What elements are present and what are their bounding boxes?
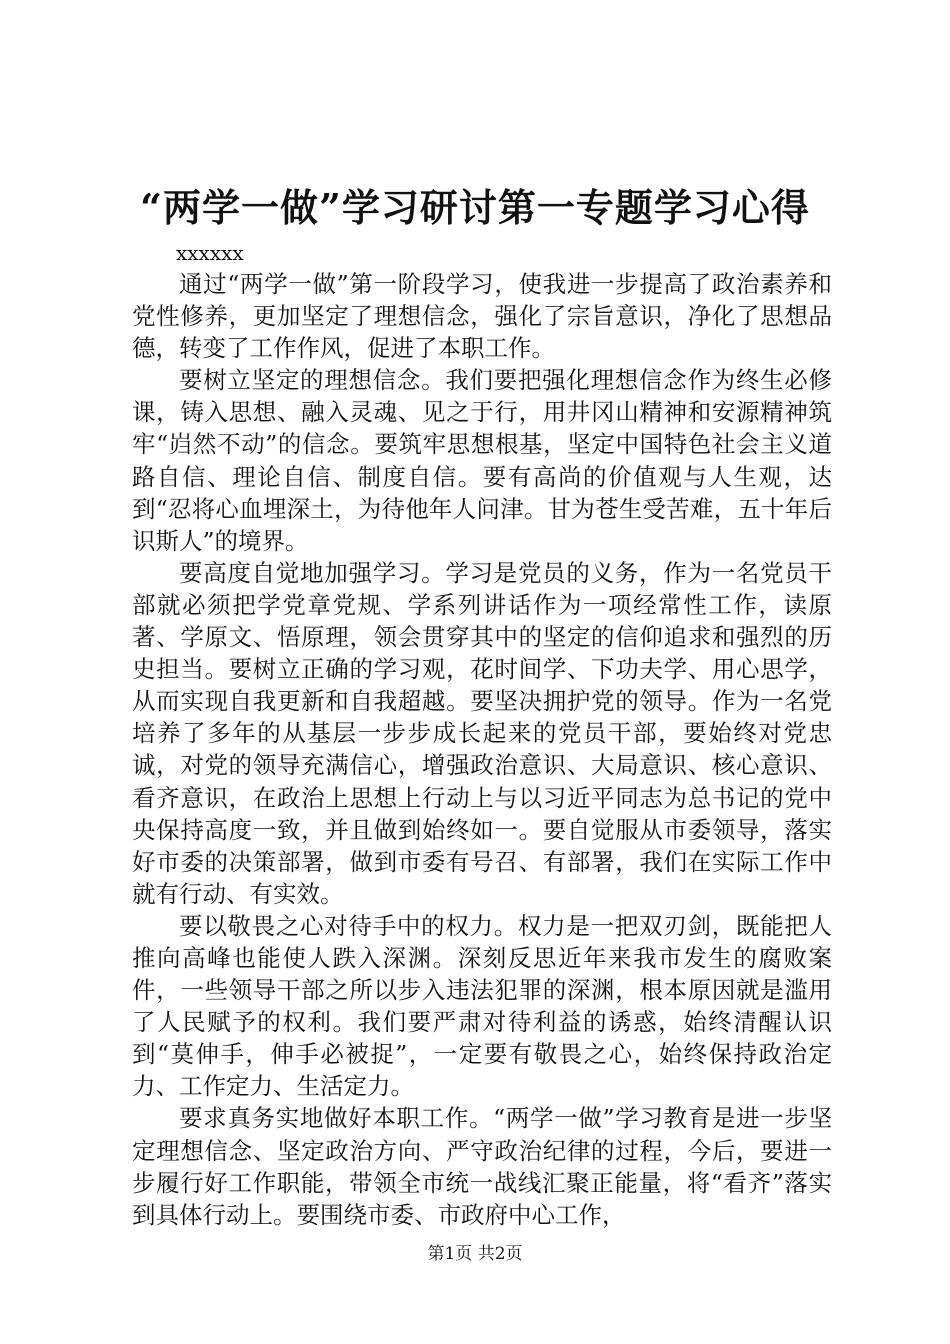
- paragraph-study: 要高度自觉地加强学习。学习是党员的义务，作为一名党员干部就必须把学党章党规、学系列讲话作为一项经常性工作，读原著、学原文、悟原理，领会贯穿其中的坚定的信仰追求和强烈的历史担当。要树立正确的学习观，花时间学、下功夫学、用心思学，从而实现自我更新和自我超越。要坚决拥护党的领导。作为一名党培养了多年的从基层一步步成长起来的党员干部，要始终对党忠诚，对党的领导充满信心，增强政治意识、大局意识、核心意识、看齐意识，在政治上思想上行动上与以习近平同志为总书记的党中央保持高度一致，并且做到始终如一。要自觉服从市委领导，落实好市委的决策部署，做到市委有号召、有部署，我们在实际工作中就有行动、有实效。: [132, 558, 832, 908]
- paragraph-ideals: 要树立坚定的理想信念。我们要把强化理想信念作为终生必修课，铸入思想、融入灵魂、见之于行，用井冈山精神和安源精神筑牢“岿然不动”的信念。要筑牢思想根基，坚定中国特色社会主义道路自信、理论自信、制度自信。要有高尚的价值观与人生观，达到“忍将心血埋深土，为待他年人问津。甘为苍生受苦难，五十年后识斯人”的境界。: [132, 366, 832, 555]
- paragraph-work: 要求真务实地做好本职工作。“两学一做”学习教育是进一步坚定理想信念、坚定政治方向、严守政治纪律的过程，今后，要进一步履行好工作职能，带领全市统一战线汇聚正能量，将“看齐”落实到具体行动上。要围绕市委、市政府中心工作，: [132, 1104, 832, 1229]
- author-name: xxxxxx: [176, 241, 244, 265]
- paragraph-power: 要以敬畏之心对待手中的权力。权力是一把双刃剑，既能把人推向高峰也能使人跌入深渊。深刻反思近年来我市发生的腐败案件，一些领导干部之所以步入违法犯罪的深渊，根本原因就是滥用了人民赋予的权利。我们要严肃对待利益的诱惑，始终清醒认识到“莫伸手，伸手必被捉”，一定要有敬畏之心，始终保持政治定力、工作定力、生活定力。: [132, 911, 832, 1101]
- document-title: “两学一做”学习研讨第一专题学习心得: [140, 185, 810, 230]
- paragraph-intro: 通过“两学一做”第一阶段学习，使我进一步提高了政治素养和党性修养，更加坚定了理想信念，强化了宗旨意识，净化了思想品德，转变了工作作风，促进了本职工作。: [132, 270, 832, 363]
- page-number-footer: 第1页 共2页: [427, 1244, 523, 1264]
- document-body: [132, 238, 832, 1231]
